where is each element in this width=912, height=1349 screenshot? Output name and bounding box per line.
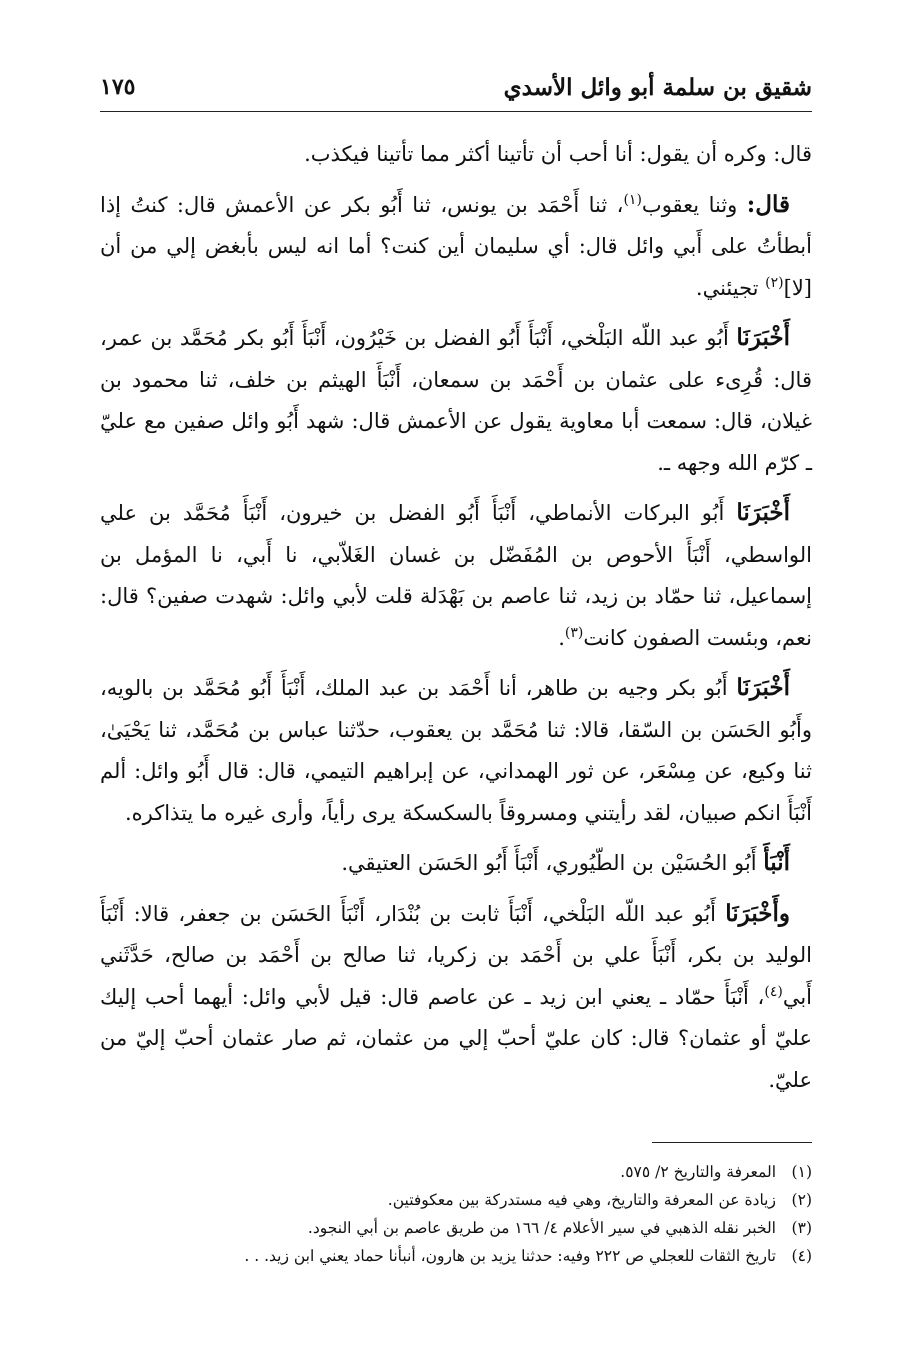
footnote-number: (٤) <box>791 1247 812 1265</box>
paragraph-lead: أَخْبَرَنَا <box>736 674 790 701</box>
footnote-3 <box>100 1214 812 1242</box>
footnote-number: (١) <box>791 1163 812 1181</box>
paragraph-text: . <box>558 625 565 650</box>
paragraph-lead: أَخْبَرَنَا <box>736 499 790 526</box>
footnote-ref: (١) <box>623 191 642 208</box>
footnote-number: (٢) <box>791 1191 812 1209</box>
paragraph-3 <box>100 317 812 484</box>
footnote-1 <box>100 1158 812 1186</box>
footnote-text: المعرفة والتاريخ ٢/ ٥٧٥. <box>620 1163 776 1181</box>
paragraph-1 <box>100 134 812 176</box>
paragraph-text: وثنا يعقوب <box>641 192 747 217</box>
paragraph-4 <box>100 492 812 659</box>
paragraph-lead: أَنْبَأَ <box>763 849 790 876</box>
footnote-divider <box>652 1142 812 1143</box>
paragraph-text: أَبُو البركات الأنماطي، أَنْبَأَ أَبُو الفضل بن خيرون، أَنْبَأَ مُحَمَّد بن علي الواسطي، أَنْبَأَ الأحوص بن المُفَضّل بن غسان الغَلاّبي، نا أَبي، نا المؤمل بن إسماعيل، ثنا حمّاد بن زيد، ثنا عاصم بن بَهْدَلة قلت لأبي وائل: شهدت صفين؟ قال: نعم، وبئست الصفون كانت <box>100 501 812 650</box>
footnote-4 <box>100 1242 812 1270</box>
paragraph-text: قال: وكره أن يقول: أنا أحب أن تأتينا أكثر مما تأتينا فيكذب. <box>304 142 812 166</box>
paragraph-text: أَبُو بكر وجيه بن طاهر، أنا أَحْمَد بن عبد الملك، أَنْبَأَ أَبُو مُحَمَّد بن بالويه، وأَبُو الحَسَن بن السّقا، قالا: ثنا مُحَمَّد بن يعقوب، حدّثنا عباس بن مُحَمَّد، ثنا يَحْيَىٰ، ثنا وكيع، عن مِسْعَر، عن ثور الهمداني، عن إبراهيم التيمي، قال: قال أَبُو وائل: ألم أَنْبَأَ انكم صبيان، لقد رأيتني ومسروقاً بالسكسكة يرى رأياً، وأرى غيره ما يتذاكره. <box>100 676 812 825</box>
footnote-ref: (٢) <box>765 274 784 291</box>
paragraph-lead: أَخْبَرَنَا <box>736 324 790 351</box>
paragraph-text: ، ثنا أَحْمَد بن يونس، ثنا أَبُو بكر عن الأعمش قال: كنتُ إذا أبطأتُ على أَبي وائل قال: أي سليمان أين كنت؟ أما انه ليس بأبغض إلي من أن [لا] <box>100 192 812 300</box>
paragraph-text: أَبُو عبد اللّه البَلْخي، أَنْبَأَ ثابت بن بُنْدَار، أَنْبَأَ الحَسَن بن جعفر، قالا: أَنْبَأَ الوليد بن بكر، أَنْبَأَ علي بن أَحْمَد بن زكريا، ثنا صالح بن أَحْمَد بن صالح، حَدَّثَني أَبي <box>100 901 812 1009</box>
paragraph-text: أَبُو عبد اللّه البَلْخي، أَنْبَأَ أَبُو الفضل بن خَيْرُون، أَنْبَأَ أَبُو بكر مُحَمَّد بن عمر، قال: قُرِىء على عثمان بن أَحْمَد بن سمعان، أَنْبَأَ الهيثم بن خلف، ثنا محمود بن غيلان، قال: سمعت أبا معاوية يقول عن الأعمش قال: شهد أَبُو وائل صفين مع عليّ ـ كرّم الله وجهه ـ. <box>100 326 812 475</box>
footnote-text: الخبر نقله الذهبي في سير الأعلام ٤/ ١٦٦ من طريق عاصم بن أبي النجود. <box>307 1219 776 1237</box>
main-text <box>100 134 812 1109</box>
footnotes <box>100 1158 812 1270</box>
page-number: ١٧٥ <box>100 74 136 100</box>
paragraph-6 <box>100 842 812 885</box>
footnote-text: تاريخ الثقات للعجلي ص ٢٢٢ وفيه: حدثنا يزيد بن هارون، أنبأنا حماد يعني ابن زيد. . . <box>244 1247 776 1265</box>
running-title: شقيق بن سلمة أبو وائل الأسدي <box>503 74 812 101</box>
paragraph-text: أَبُو الحُسَيْن بن الطّيُوري، أَنْبَأَ أَبُو الحَسَن العتيقي. <box>341 851 764 875</box>
footnote-ref: (٤) <box>764 983 783 1000</box>
paragraph-lead: وأَخْبَرَنَا <box>725 899 790 927</box>
page-header <box>100 64 812 110</box>
paragraph-7 <box>100 893 812 1102</box>
paragraph-text: ، أَنْبَأَ حمّاد ـ يعني ابن زيد ـ عن عاصم قال: قيل لأبي وائل: أيهما أحب إليك عليّ أو عثمان؟ قال: كان عليّ أحبّ إلي من عثمان، ثم صار عثمان أحبّ إليّ من عليّ. <box>100 984 812 1092</box>
paragraph-text: تجيئني. <box>695 275 766 300</box>
footnote-text: زيادة عن المعرفة والتاريخ، وهي فيه مستدركة بين معكوفتين. <box>387 1191 776 1209</box>
paragraph-5 <box>100 667 812 834</box>
footnote-ref: (٣) <box>564 624 584 641</box>
paragraph-lead: قال: <box>746 190 791 218</box>
footnote-2 <box>100 1186 812 1214</box>
footnote-number: (٣) <box>791 1219 812 1237</box>
header-divider <box>100 111 812 112</box>
paragraph-2 <box>100 184 812 310</box>
